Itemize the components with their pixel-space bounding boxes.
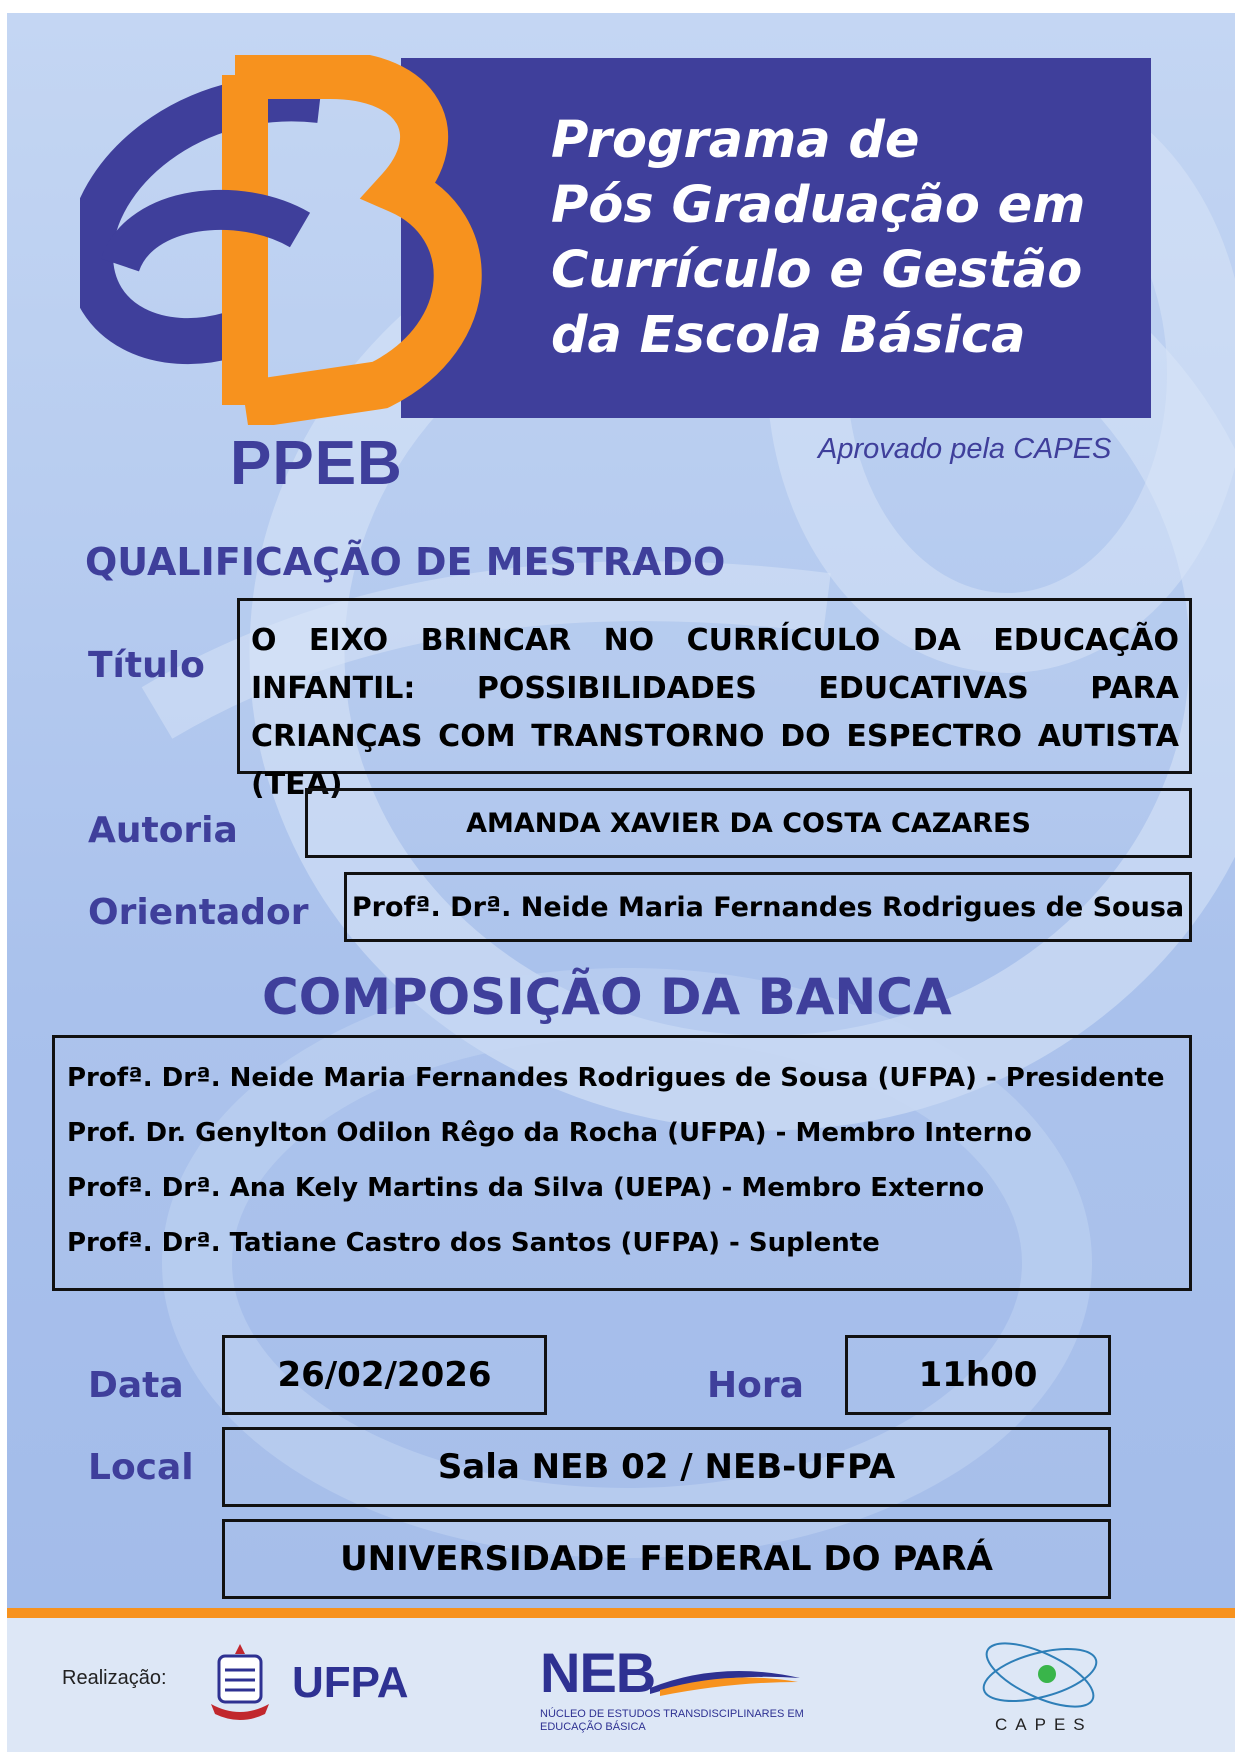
banca-member: Profª. Drª. Ana Kely Martins da Silva (UEPA) - Membro Externo	[67, 1173, 985, 1203]
title-label: Título	[88, 645, 205, 686]
banca-member: Profª. Drª. Tatiane Castro dos Santos (UFPA) - Suplente	[67, 1228, 880, 1258]
time-label: Hora	[707, 1365, 804, 1406]
neb-logo-text: NEB	[540, 1641, 656, 1704]
program-title-line: da Escola Básica	[551, 306, 1026, 365]
capes-logo-text: CAPES	[995, 1715, 1093, 1734]
author-label: Autoria	[88, 810, 238, 851]
program-acronym: PPEB	[230, 429, 403, 498]
ufpa-crest-icon	[205, 1640, 275, 1725]
place-label: Local	[88, 1447, 194, 1488]
place-box: Sala NEB 02 / NEB-UFPA	[222, 1427, 1111, 1507]
thesis-title-box: O EIXO BRINCAR NO CURRÍCULO DA EDUCAÇÃO INFANTIL: POSSIBILIDADES EDUCATIVAS PARA CRIANÇAS COM TRANSTORNO DO ESPECTRO AUTISTA (TEA)	[237, 598, 1192, 774]
banca-members-box	[52, 1035, 1192, 1291]
program-title-line: Pós Graduação em	[551, 176, 1086, 235]
footer-accent-bar	[7, 1608, 1235, 1618]
banca-member: Prof. Dr. Genylton Odilon Rêgo da Rocha (UFPA) - Membro Interno	[67, 1118, 1032, 1148]
qualification-heading: QUALIFICAÇÃO DE MESTRADO	[85, 540, 726, 584]
ufpa-logo-text: UFPA	[292, 1658, 409, 1707]
date-box: 26/02/2026	[222, 1335, 547, 1415]
time-box: 11h00	[845, 1335, 1111, 1415]
neb-swoosh-icon	[650, 1660, 800, 1700]
ppeb-logo-mark	[80, 55, 500, 425]
banca-heading: COMPOSIÇÃO DA BANCA	[262, 968, 952, 1026]
realizacao-label: Realização:	[62, 1667, 167, 1689]
author-box: AMANDA XAVIER DA COSTA CAZARES	[305, 788, 1192, 858]
neb-subtitle: NÚCLEO DE ESTUDOS TRANSDISCIPLINARES EM EDUCAÇÃO BÁSICA	[540, 1708, 804, 1733]
institution-box: UNIVERSIDADE FEDERAL DO PARÁ	[222, 1519, 1111, 1599]
advisor-label: Orientador	[88, 892, 309, 933]
capes-approval: Aprovado pela CAPES	[818, 433, 1112, 465]
program-title-line: Currículo e Gestão	[551, 241, 1083, 300]
advisor-box: Profª. Drª. Neide Maria Fernandes Rodrigues de Sousa	[344, 872, 1192, 942]
program-title	[551, 108, 1085, 368]
program-title-line: Programa de	[551, 111, 920, 170]
banca-member: Profª. Drª. Neide Maria Fernandes Rodrigues de Sousa (UFPA) - Presidente	[67, 1063, 1165, 1093]
date-label: Data	[88, 1365, 184, 1406]
capes-orbit-icon	[975, 1630, 1105, 1715]
